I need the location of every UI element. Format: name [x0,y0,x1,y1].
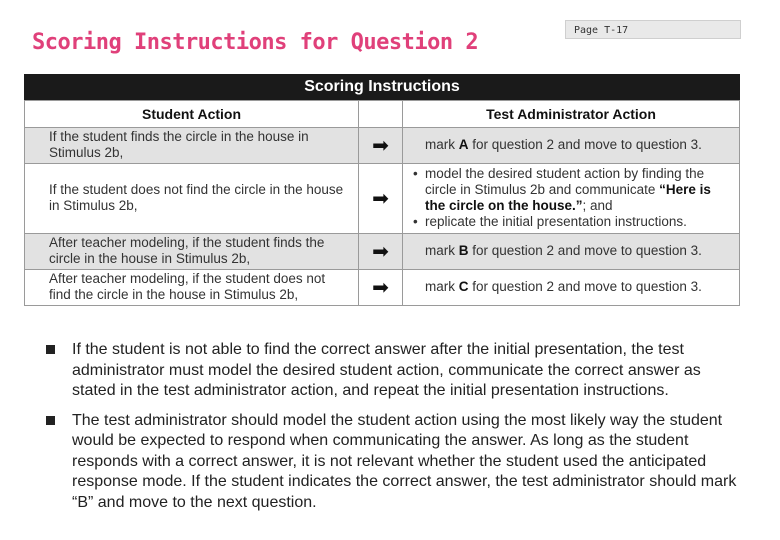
bullet-item: • model the desired student action by finding the circle in Stimulus 2b and communicate “Here is the circle on the house.”; and [413,166,731,214]
table-row [25,128,740,164]
table-title: Scoring Instructions [24,74,740,100]
student-action-cell: If the student finds the circle in the house in Stimulus 2b, [25,128,359,164]
admin-action-cell: mark C for question 2 and move to question 3. [403,270,740,306]
bullet-item: • replicate the initial presentation instructions. [413,214,731,230]
student-action-cell: If the student does not find the circle in the house in Stimulus 2b, [25,164,359,234]
student-action-cell: After teacher modeling, if the student does not find the circle in the house in Stimulus 2b, [25,270,359,306]
admin-action-cell: mark B for question 2 and move to question 3. [403,234,740,270]
right-arrow-icon: ➡ [359,164,403,234]
column-header-spacer [359,101,403,128]
page-title: Scoring Instructions for Question 2 [32,30,479,55]
right-arrow-icon: ➡ [359,128,403,164]
table-row [25,164,740,234]
notes-list [46,340,746,522]
right-arrow-icon: ➡ [359,270,403,306]
column-header-admin-action: Test Administrator Action [403,101,740,128]
table-row [25,270,740,306]
table-row [25,234,740,270]
column-header-student-action: Student Action [25,101,359,128]
admin-action-cell [403,164,740,234]
note-item: The test administrator should model the student action using the most likely way the student would be expected to respond when communicating the answer. As long as the student responds with a correct answer, it is not relevant whether the student used the anticipated response mode. If the student indicates the correct answer, the test administrator should mark “B” and move to the next question. [46,411,746,514]
page-number-label: Page T-17 [565,20,741,39]
admin-action-cell: mark A for question 2 and move to question 3. [403,128,740,164]
note-item: If the student is not able to find the correct answer after the initial presentation, the test administrator must model the desired student action, communicate the correct answer as stated in the test administrator action, and repeat the initial presentation instructions. [46,340,746,402]
right-arrow-icon: ➡ [359,234,403,270]
table-header-row [25,101,740,128]
admin-action-bullets [413,166,731,230]
student-action-cell: After teacher modeling, if the student finds the circle in the house in Stimulus 2b, [25,234,359,270]
scoring-table [24,100,740,306]
square-bullet-icon [46,416,55,425]
square-bullet-icon [46,345,55,354]
scoring-table-container [24,74,740,306]
